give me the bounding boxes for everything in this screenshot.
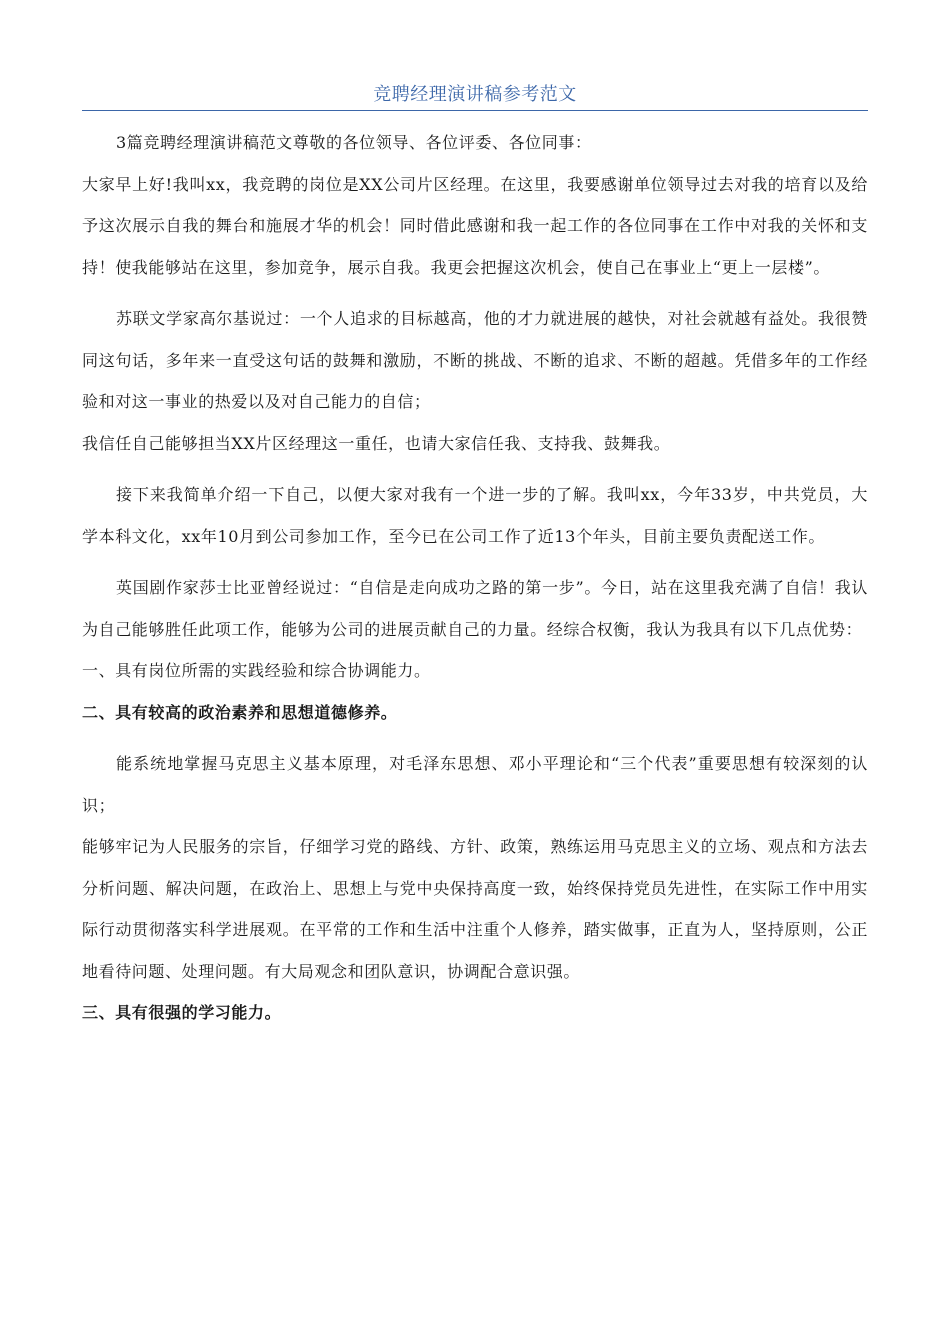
personal-background-paragraph: 接下来我简单介绍一下自己，以便大家对我有一个进一步的了解。我叫xx，今年33岁，中共党员，大学本科文化，xx年10月到公司参加工作，至今已在公司工作了近13个年头，目前主要负责配送工作。 (82, 485, 868, 546)
document-title: 竞聘经理演讲稿参考范文 (373, 84, 577, 105)
advantage-one-line: 一、具有岗位所需的实践经验和综合协调能力。 (82, 661, 431, 680)
confidence-paragraph: 我信任自己能够担当XX片区经理这一重任，也请大家信任我、支持我、鼓舞我。 (82, 433, 671, 453)
marxism-understanding-paragraph: 能系统地掌握马克思主义基本原理，对毛泽东思想、邓小平理论和“三个代表”重要思想有较深刻的认识； (82, 754, 868, 815)
service-commitment-paragraph: 能够牢记为人民服务的宗旨，仔细学习党的路线、方针、政策，熟练运用马克思主义的立场、观点和方法去分析问题、解决问题，在政治上、思想上与党中央保持高度一致，始终保持党员先进性，在实际工作中用实际行动贯彻落实科学进展观。在平常的工作和生活中注重个人修养，踏实做事，正直为人，坚持原则，公正地看待问题、处理问题。有大局观念和团队意识，协调配合意识强。 (82, 837, 868, 981)
document-body (82, 122, 868, 1034)
self-introduction-paragraph: 大家早上好!我叫xx，我竞聘的岗位是XX公司片区经理。在这里，我要感谢单位领导过去对我的培育以及给予这次展示自我的舞台和施展才华的机会！同时借此感谢和我一起工作的各位同事在工作中对我的关怀和支持！使我能够站在这里，参加竞争，展示自我。我更会把握这次机会，使自己在事业上“更上一层楼”。 (82, 174, 868, 277)
advantage-two-heading: 二、具有较高的政治素养和思想道德修养。 (82, 702, 398, 722)
intro-greeting-paragraph: 3篇竞聘经理演讲稿范文尊敬的各位领导、各位评委、各位同事： (116, 133, 592, 152)
document-header (82, 82, 868, 111)
advantage-three-heading: 三、具有很强的学习能力。 (82, 1003, 282, 1022)
shakespeare-quote-paragraph: 英国剧作家莎士比亚曾经说过：“自信是走向成功之路的第一步”。今日，站在这里我充满了自信！我认为自己能够胜任此项工作，能够为公司的进展贡献自己的力量。经综合权衡，我认为我具有以下几点优势： (82, 578, 868, 639)
gorky-quote-paragraph: 苏联文学家高尔基说过：一个人追求的目标越高，他的才力就进展的越快，对社会就越有益处。我很赞同这句话，多年来一直受这句话的鼓舞和激励，不断的挑战、不断的追求、不断的超越。凭借多年的工作经验和对这一事业的热爱以及对自己能力的自信； (82, 309, 868, 411)
